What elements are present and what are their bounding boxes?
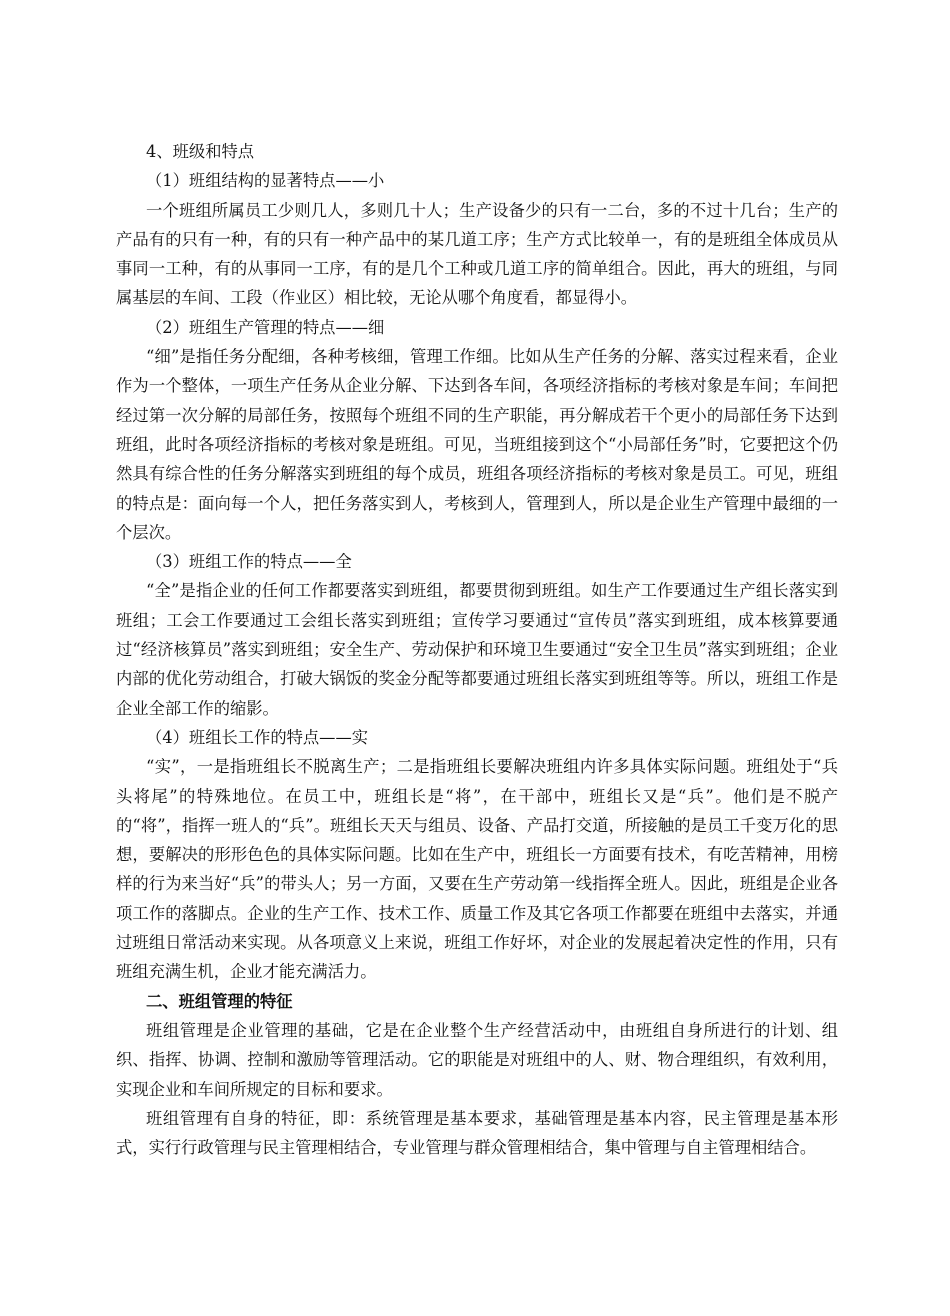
subheading-3: （3）班组工作的特点——全 xyxy=(146,552,352,572)
section-heading-2: 二、班组管理的特征 xyxy=(146,991,293,1011)
subheading-4: （4）班组长工作的特点——实 xyxy=(146,727,369,747)
document-page xyxy=(116,137,838,1162)
subheading-1: （1）班组结构的显著特点——小 xyxy=(146,171,385,191)
subheading-2: （2）班组生产管理的特点——细 xyxy=(146,317,385,337)
paragraph-5: 班组管理是企业管理的基础，它是在企业整个生产经营活动中，由班组自身所进行的计划、组织、指挥、协调、控制和激励等管理活动。它的职能是对班组中的人、财、物合理组织，有效利用，实现企业和车间所规定的目标和要求。 xyxy=(116,1020,838,1099)
paragraph-2: “细”是指任务分配细，各种考核细，管理工作细。比如从生产任务的分解、落实过程来看，企业作为一个整体，一项生产任务从企业分解、下达到各车间，各项经济指标的考核对象是车间；车间把经过第一次分解的局部任务，按照每个班组不同的生产职能，再分解成若干个更小的局部任务下达到班组，此时各项经济指标的考核对象是班组。可见，当班组接到这个“小局部任务”时，它要把这个仍然具有综合性的任务分解落实到班组的每个成员，班组各项经济指标的考核对象是员工。可见，班组的特点是：面向每一个人，把任务落实到人，考核到人，管理到人，所以是企业生产管理中最细的一个层次。 xyxy=(116,347,838,542)
section-heading-4: 4、班级和特点 xyxy=(146,142,255,161)
paragraph-6: 班组管理有自身的特征，即：系统管理是基本要求，基础管理是基本内容，民主管理是基本形式，实行行政管理与民主管理相结合，专业管理与群众管理相结合，集中管理与自主管理相结合。 xyxy=(116,1108,838,1158)
paragraph-4: “实”，一是指班组长不脱离生产；二是指班组长要解决班组内许多具体实际问题。班组处于“兵头将尾”的特殊地位。在员工中，班组长是“将”，在干部中，班组长又是“兵”。他们是不脱产的“将”，指挥一班人的“兵”。班组长天天与组员、设备、产品打交道，所接触的是员工千变万化的思想，要解决的形形色色的具体实际问题。比如在生产中，班组长一方面要有技术，有吃苦精神，用榜样的行为来当好“兵”的带头人；另一方面，又要在生产劳动第一线指挥全班人。因此，班组是企业各项工作的落脚点。企业的生产工作、技术工作、质量工作及其它各项工作都要在班组中去落实，并通过班组日常活动来实现。从各项意义上来说，班组工作好坏，对企业的发展起着决定性的作用，只有班组充满生机，企业才能充满活力。 xyxy=(116,757,838,982)
paragraph-3: “全”是指企业的任何工作都要落实到班组，都要贯彻到班组。如生产工作要通过生产组长落实到班组；工会工作要通过工会组长落实到班组；宣传学习要通过“宣传员”落实到班组，成本核算要通过“经济核算员”落实到班组；安全生产、劳动保护和环境卫生要通过“安全卫生员”落实到班组；企业内部的优化劳动组合，打破大锅饭的奖金分配等都要通过班组长落实到班组等等。所以，班组工作是企业全部工作的缩影。 xyxy=(116,581,838,718)
paragraph-1: 一个班组所属员工少则几人，多则几十人；生产设备少的只有一二台，多的不过十几台；生产的产品有的只有一种，有的只有一种产品中的某几道工序；生产方式比较单一，有的是班组全体成员从事同一工种，有的从事同一工序，有的是几个工种或几道工序的简单组合。因此，再大的班组，与同属基层的车间、工段（作业区）相比较，无论从哪个角度看，都显得小。 xyxy=(116,200,838,308)
